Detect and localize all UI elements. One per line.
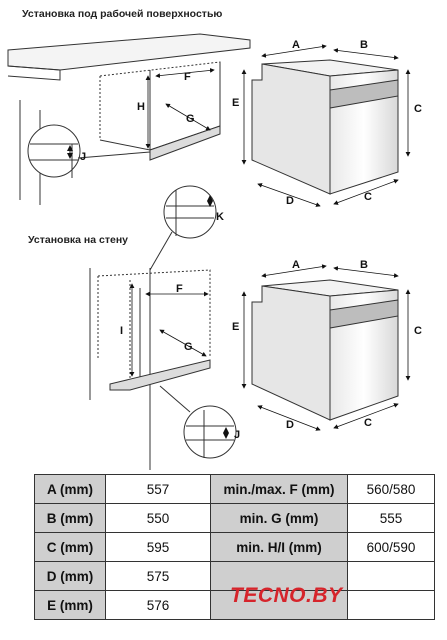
label-F-wall: F: [176, 283, 183, 295]
label-C-top-right: C: [414, 103, 422, 115]
label-J-bottom: J: [234, 429, 241, 441]
label-E-bottom: E: [232, 321, 240, 333]
limit-value-cell: 555: [348, 504, 435, 533]
label-D-top: D: [286, 195, 294, 207]
label-H: H: [137, 101, 145, 113]
label-C-bottom-bottom: C: [364, 417, 372, 429]
dimension-label-cell: E (mm): [35, 591, 106, 620]
label-F-top: F: [184, 71, 191, 83]
limit-label-cell: min. H/I (mm): [211, 533, 348, 562]
table-row: [35, 504, 435, 533]
label-B-top: B: [360, 39, 368, 51]
detail-J-bottom-magnifier: [160, 386, 236, 458]
tecnoby-watermark: TECNO.BY: [230, 584, 343, 607]
dimension-value-cell: 595: [106, 533, 211, 562]
dimension-value-cell: 576: [106, 591, 211, 620]
heading-wall-mount: Установка на стену: [28, 234, 129, 246]
limit-value-cell: 560/580: [348, 475, 435, 504]
dimension-label-cell: A (mm): [35, 475, 106, 504]
under-counter-niche: [8, 34, 250, 205]
table-row: [35, 475, 435, 504]
label-G-wall: G: [184, 341, 193, 353]
limit-value-cell: [348, 562, 435, 591]
oven-bottom-view: [252, 280, 398, 420]
label-E-top: E: [232, 97, 240, 109]
label-K: K: [216, 211, 224, 223]
label-C-top-bottom: C: [364, 191, 372, 203]
label-I: I: [120, 325, 124, 337]
limit-value-cell: [348, 591, 435, 620]
dimension-label-cell: B (mm): [35, 504, 106, 533]
limit-value-cell: 600/590: [348, 533, 435, 562]
dimension-value-cell: 557: [106, 475, 211, 504]
detail-K-magnifier: [150, 186, 216, 270]
label-D-bottom: D: [286, 419, 294, 431]
oven-top-view: [252, 60, 398, 194]
label-B-bottom: B: [360, 259, 368, 271]
limit-label-cell: min./max. F (mm): [211, 475, 348, 504]
label-A-top: A: [292, 39, 300, 51]
table-row: [35, 533, 435, 562]
label-J-top: J: [80, 151, 87, 163]
detail-J-magnifier: [28, 125, 150, 178]
dimension-label-cell: D (mm): [35, 562, 106, 591]
wall-niche-dimension-lines: [132, 284, 208, 376]
dimension-label-cell: C (mm): [35, 533, 106, 562]
limit-label-cell: min. G (mm): [211, 504, 348, 533]
label-A-bottom: A: [292, 259, 300, 271]
dimension-value-cell: 575: [106, 562, 211, 591]
label-C-bottom-right: C: [414, 325, 422, 337]
dimension-value-cell: 550: [106, 504, 211, 533]
heading-under-counter: Установка под рабочей поверхностью: [22, 8, 223, 20]
label-G-top: G: [186, 113, 195, 125]
